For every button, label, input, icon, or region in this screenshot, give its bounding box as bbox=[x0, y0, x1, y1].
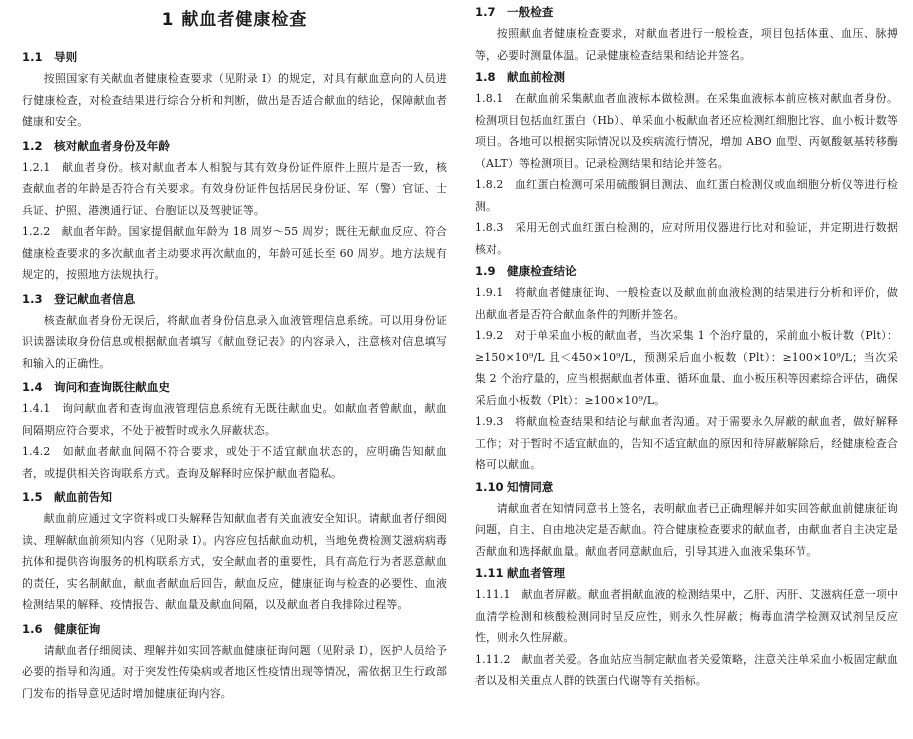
section-number: 1.10 bbox=[475, 479, 504, 494]
paragraph-1-8-2: 1.8.2 血红蛋白检测可采用硫酸铜目测法、血红蛋白检测仪或血细胞分析仪等进行检测。 bbox=[475, 178, 898, 213]
section-heading-text: 献血者管理 bbox=[507, 566, 565, 580]
paragraph-1-11-1: 1.11.1 献血者屏蔽。献血者捐献血液的检测结果中，乙肝、丙肝、艾滋病任意一项中血清学检测和核酸检测同时呈反应性，则永久性屏蔽；梅毒血清学检测双试剂呈反应性，则永久性屏蔽。 bbox=[475, 588, 898, 644]
section-heading-1-6 bbox=[22, 621, 447, 638]
section-heading-text: 献血前检测 bbox=[507, 70, 565, 84]
section-heading-1-9 bbox=[475, 263, 898, 280]
paragraph-1-4-2: 1.4.2 如献血者献血间隔不符合要求，或处于不适宜献血状态的，应明确告知献血者，或提供相关咨询联系方式。查询及解释时应保护献血者隐私。 bbox=[22, 445, 447, 480]
paragraph-1-9-3: 1.9.3 将献血检查结果和结论与献血者沟通。对于需要永久屏蔽的献血者，做好解释工作；对于暂时不适宜献血的，告知不适宜献血的原因和待屏蔽解除后，经健康检查合格可以献血。 bbox=[475, 415, 898, 471]
paragraph-1-10: 请献血者在知情同意书上签名，表明献血者已正确理解并如实回答献血前健康征询问题，自主、自由地决定是否献血。符合健康检查要求的献血者，由献血者自主决定是否献血和选择献血量。献血者同意献血后，引导其进入血液采集环节。 bbox=[475, 501, 898, 558]
section-number: 1.7 bbox=[475, 5, 496, 19]
section-number: 1.11 bbox=[475, 566, 504, 580]
paragraph-1-9-1: 1.9.1 将献血者健康征询、一般检查以及献血前血液检测的结果进行分析和评价，做出献血者是否符合献血条件的判断并签名。 bbox=[475, 286, 898, 321]
section-heading-text: 知情同意 bbox=[507, 479, 554, 494]
section-heading-text: 献血前告知 bbox=[54, 490, 112, 504]
paragraph-1-1: 按照国家有关献血者健康检查要求（见附录 I）的规定，对具有献血意向的人员进行健康检查，对检查结果进行综合分析和判断，做出是否适合献血的结论，保障献血者健康和安全。 bbox=[22, 72, 447, 128]
paragraph-1-3: 核查献血者身份无误后，将献血者身份信息录入血液管理信息系统。可以用身份证识读器读取身份信息或根据献血者填写《献血登记表》的内容录入，注意核对信息填写和输入的正确性。 bbox=[22, 313, 447, 370]
section-number: 1.4 bbox=[22, 380, 43, 394]
paragraph-1-9-2: 1.9.2 对于单采血小板的献血者，当次采集 1 个治疗量的，采前血小板计数（Plt）：≥150×10⁹/L 且＜450×10⁹/L，预测采后血小板数（Plt）：≥100×10⁹/L；当次采集 2 个治疗量的，应当根据献血者体重、循环血量、血小板压积等因素综合评估，确保采后血小板数（Plt）：≥100×10⁹/L。 bbox=[475, 329, 898, 407]
section-heading-text: 询问和查询既往献血史 bbox=[54, 380, 170, 394]
paragraph-1-8-3: 1.8.3 采用无创式血红蛋白检测的，应对所用仪器进行比对和验证，并定期进行数据核对。 bbox=[475, 221, 898, 256]
section-heading-text: 一般检查 bbox=[507, 5, 554, 19]
section-heading-1-7 bbox=[475, 4, 898, 21]
paragraph-1-8-1: 1.8.1 在献血前采集献血者血液标本做检测。在采集血液标本前应核对献血者身份。检测项目包括血红蛋白（Hb）、单采血小板献血者还应检测红细胞比容、血小板计数等项目。各地可以根据实际情况以及疾病流行情况，增加 ABO 血型、丙氨酸氨基转移酶（ALT）等检测项目。记录检测结果和结论并签名。 bbox=[475, 92, 898, 170]
section-heading-text: 健康检查结论 bbox=[507, 264, 577, 278]
section-heading-1-4 bbox=[22, 379, 447, 396]
section-heading-1-3 bbox=[22, 291, 447, 308]
section-heading-1-1 bbox=[22, 49, 447, 66]
section-heading-text: 导则 bbox=[54, 50, 78, 64]
section-number: 1.9 bbox=[475, 264, 496, 278]
paragraph-1-5: 献血前应通过文字资料或口头解释告知献血者有关血液安全知识。请献血者仔细阅读、理解献血前须知内容（见附录 I）。内容应包括献血动机，当地免费检测艾滋病病毒抗体和提供咨询服务的机构联系方式，安全献血者的重要性，具有高危行为者恶意献血的责任，实名制献血，献血者献血后回告，献血反应，健康征询与检查的必要性、血液检测结果的解释、疫情报告、献血量及献血间隔，以及献血者自我排除过程等。 bbox=[22, 512, 447, 611]
section-heading-text: 登记献血者信息 bbox=[54, 291, 136, 306]
section-number: 1.8 bbox=[475, 70, 496, 84]
section-heading-1-10 bbox=[475, 479, 898, 496]
section-number: 1.1 bbox=[22, 50, 43, 64]
section-number: 1.5 bbox=[22, 490, 43, 504]
section-heading-1-8 bbox=[475, 69, 898, 86]
section-heading-1-11 bbox=[475, 565, 898, 582]
left-column bbox=[22, 0, 447, 704]
section-number: 1.3 bbox=[22, 291, 43, 306]
section-number: 1.6 bbox=[22, 621, 43, 636]
section-heading-text: 健康征询 bbox=[54, 621, 101, 636]
paragraph-1-11-2: 1.11.2 献血者关爱。各血站应当制定献血者关爱策略，注意关注单采血小板固定献血者以及相关重点人群的铁蛋白代谢等有关指标。 bbox=[475, 652, 898, 687]
paragraph-1-7: 按照献血者健康检查要求，对献血者进行一般检查，项目包括体重、血压、脉搏等，必要时测量体温。记录健康检查结果和结论并签名。 bbox=[475, 27, 898, 62]
section-heading-1-5 bbox=[22, 489, 447, 506]
right-column bbox=[475, 0, 898, 692]
section-heading-1-2 bbox=[22, 138, 447, 155]
page-title: 1 献血者健康检查 bbox=[161, 10, 308, 30]
paragraph-1-4-1: 1.4.1 询问献血者和查询血液管理信息系统有无既往献血史。如献血者曾献血，献血间隔期应符合要求，不处于被暂时或永久屏蔽状态。 bbox=[22, 402, 447, 437]
section-number: 1.2 bbox=[22, 138, 43, 153]
section-heading-text: 核对献血者身份及年龄 bbox=[54, 138, 170, 153]
paragraph-1-2-1: 1.2.1 献血者身份。核对献血者本人相貌与其有效身份证件原件上照片是否一致，核查献血者的年龄是否符合有关要求。有效身份证件包括居民身份证、军（警）官证、士兵证、护照、港澳通行证、台胞证以及驾驶证等。 bbox=[22, 160, 447, 217]
paragraph-1-2-2: 1.2.2 献血者年龄。国家提倡献血年龄为 18 周岁～55 周岁；既往无献血反应、符合健康检查要求的多次献血者主动要求再次献血的，年龄可延长至 60 周岁。地方法规有规定的，按照地方法规执行。 bbox=[22, 225, 447, 281]
paragraph-1-6: 请献血者仔细阅读、理解并如实回答献血健康征询问题（见附录 I），医护人员给予必要的指导和沟通。对于突发性传染病或者地区性疫情出现等情况，需依据卫生行政部门发布的指导意见适时增加健康征询内容。 bbox=[22, 643, 447, 700]
